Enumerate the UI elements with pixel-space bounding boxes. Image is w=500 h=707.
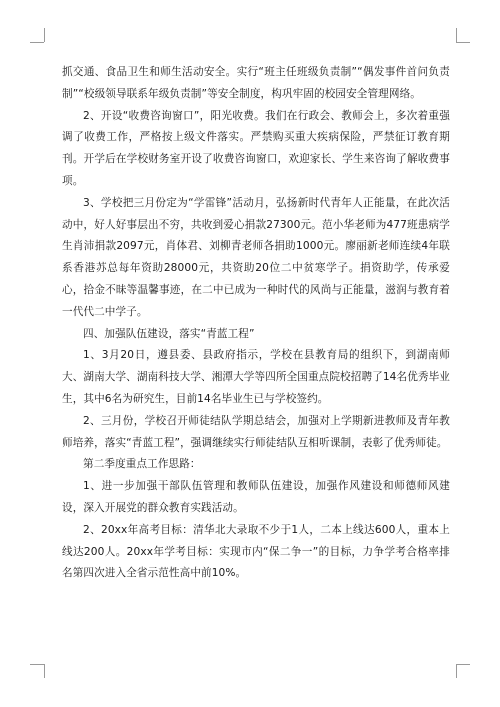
crop-mark-top-left-h <box>30 42 44 43</box>
paragraph-q2-item-2: 2、20xx年高考目标：清华北大录取不少于1人，二本上线达600人，重本上线达200人。20xx年学考目标：实现市内“保二争一”的目标，力争学考合格率排名第四次进入全省示范性高中前10%。 <box>62 523 450 580</box>
crop-mark-top-left-v <box>44 28 45 42</box>
paragraph-recruitment: 1、3月20日，遵县委、县政府指示，学校在县教育局的组织下，到湖南师大、湖南大学、湖南科技大学、湘潭大学等四所全国重点院校招聘了14名优秀毕业生，其中6名为研究生，目前14名毕业生已与学校签约。 <box>62 349 450 405</box>
paragraph-fee-consult-window: 2、开设“收费咨询窗口”，阳光收费。我们在行政会、教师会上，多次着重强调了收费工作，严格按上级文件落实。严禁购买重大疾病保险，严禁征订教育期刊。开学后在学校财务室开设了收费咨询窗口，欢迎家长、学生来咨询了解收费事项。 <box>62 109 450 187</box>
crop-mark-top-right-v <box>456 28 457 42</box>
document-body <box>62 62 450 585</box>
crop-mark-bottom-left-v <box>44 664 45 678</box>
paragraph-q2-item-1: 1、进一步加强干部队伍管理和教师队伍建设，加强作风建设和师德师风建设，深入开展党的群众教育实践活动。 <box>62 480 450 514</box>
paragraph-mentorship: 2、三月份，学校召开师徒结队学期总结会，加强对上学期新进教师及青年教师培养，落实“青蓝工程”，强调继续实行师徒结队互相听课制，表彰了优秀师徒。 <box>62 414 450 449</box>
section-heading-team-building: 四、加强队伍建设，落实“青蓝工程” <box>83 327 255 340</box>
crop-mark-bottom-left-h <box>30 664 44 665</box>
paragraph-learn-from-leifeng: 3、学校把三月份定为“学雷锋”活动月，弘扬新时代青年人正能量，在此次活动中，好人好事层出不穷，共收到爱心捐款27300元。范小华老师为477班患病学生肖沛捐款2097元，肖体君、刘柳青老师各捐助1000元。廖丽新老师连续4年联系香港苏总每年资助28000元，共资助20位二中贫寒学子。捐资助学，传承爱心，拾金不昧等温馨事迹，在二中已成为一种时代的风尚与正能量，滋润与教育着一代代二中学子。 <box>62 196 450 318</box>
crop-mark-bottom-right-h <box>456 664 470 665</box>
crop-mark-bottom-right-v <box>456 664 457 678</box>
paragraph-safety-system: 抓交通、食品卫生和师生活动安全。实行“班主任班级负责制”“偶发事件首问负责制”“校级领导联系年级负责制”等安全制度，构巩牢固的校园安全管理网络。 <box>62 66 450 100</box>
paragraph-q2-heading: 第二季度重点工作思路： <box>83 458 201 471</box>
crop-mark-top-right-h <box>456 42 470 43</box>
